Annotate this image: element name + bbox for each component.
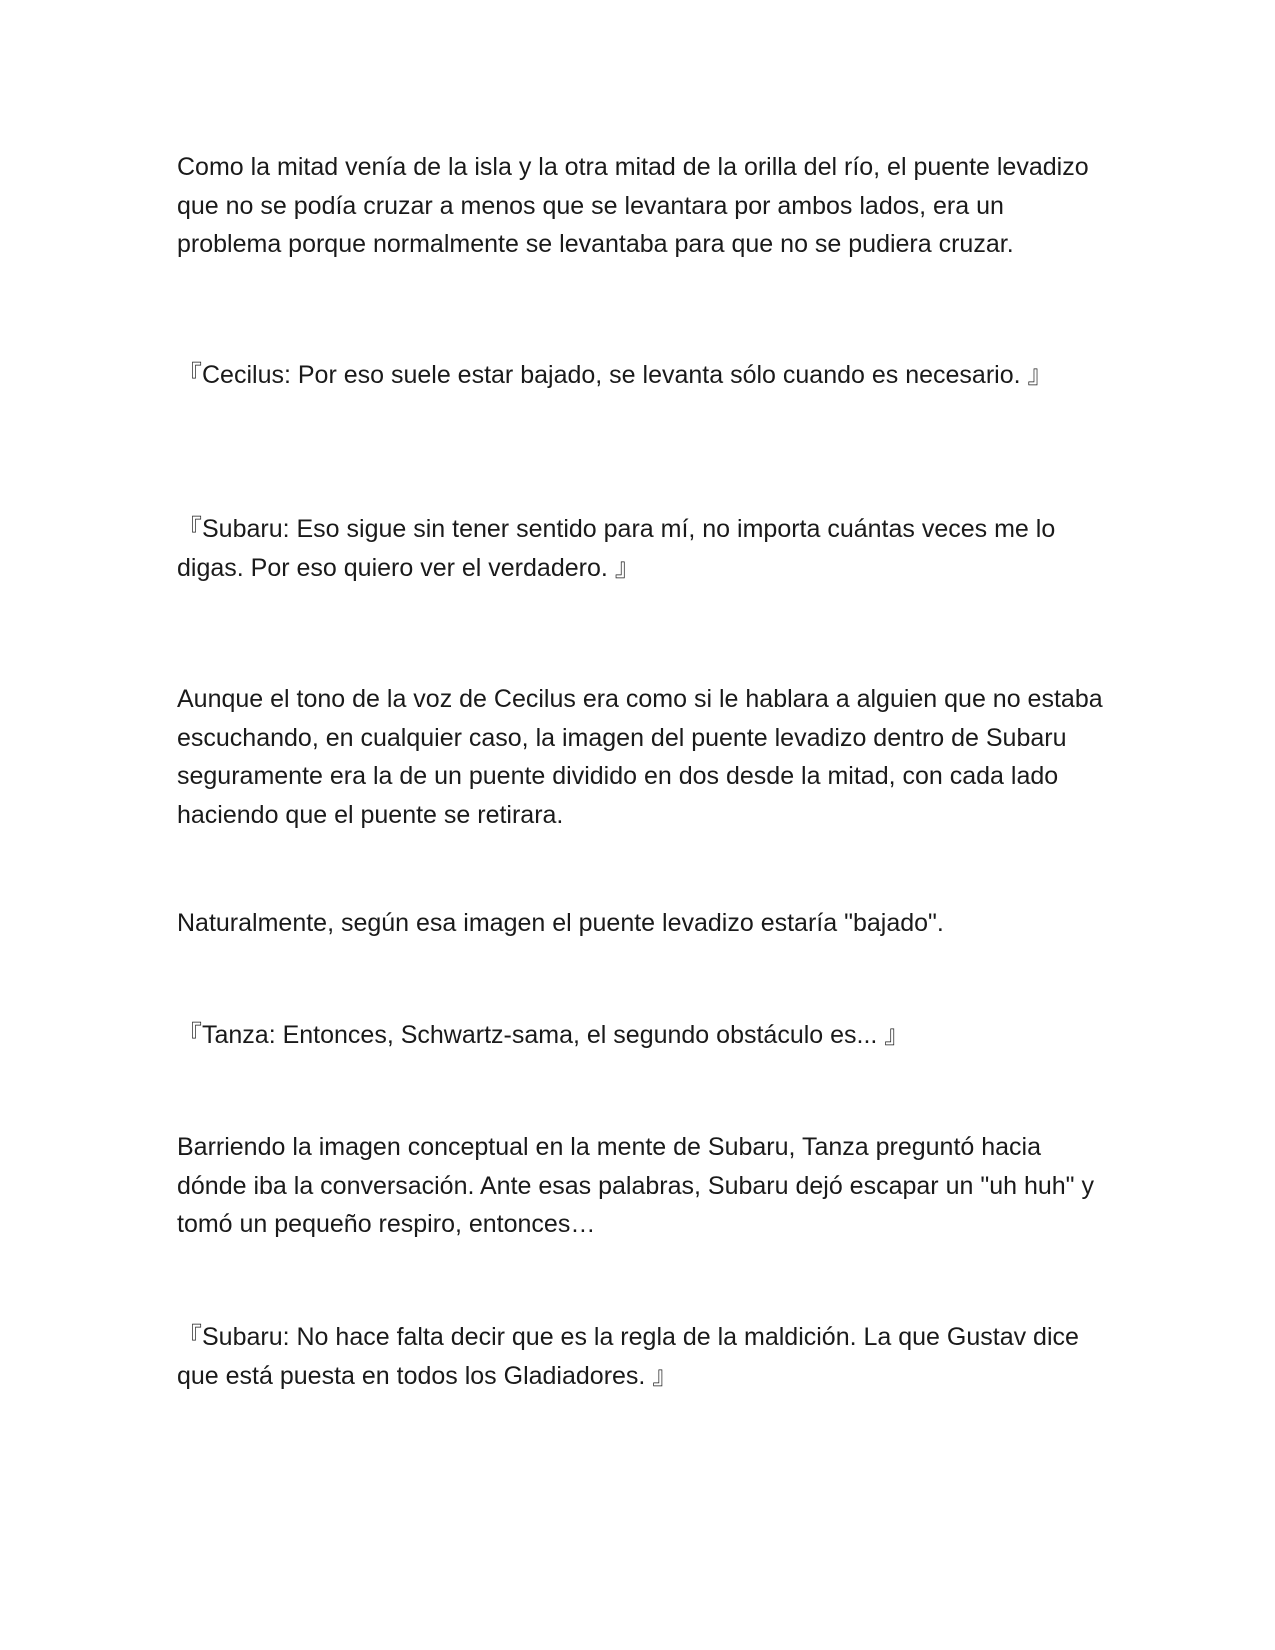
dialogue-line-subaru: 『Subaru: Eso sigue sin tener sentido para mí, no importa cuántas veces me lo digas. Por eso quiero ver el verdadero. 』 <box>177 515 1056 582</box>
dialogue-line-subaru: 『Subaru: No hace falta decir que es la regla de la maldición. La que Gustav dice que está puesta en todos los Gladiadores. 』 <box>177 1323 1079 1390</box>
dialogue-line-tanza: 『Tanza: Entonces, Schwartz-sama, el segundo obstáculo es... 』 <box>177 1021 910 1049</box>
narration-paragraph: Como la mitad venía de la isla y la otra mitad de la orilla del río, el puente levadizo que no se podía cruzar a menos que se levantara por ambos lados, era un problema porque normalmente se levantaba para que no se pudiera cruzar. <box>177 153 1089 258</box>
narration-paragraph: Naturalmente, según esa imagen el puente levadizo estaría "bajado". <box>177 909 944 937</box>
narration-paragraph: Barriendo la imagen conceptual en la mente de Subaru, Tanza preguntó hacia dónde iba la conversación. Ante esas palabras, Subaru dejó escapar un "uh huh" y tomó un pequeño respiro, entonces… <box>177 1133 1094 1238</box>
narration-paragraph: Aunque el tono de la voz de Cecilus era como si le hablara a alguien que no estaba escuchando, en cualquier caso, la imagen del puente levadizo dentro de Subaru seguramente era la de un puente dividido en dos desde la mitad, con cada lado haciendo que el puente se retirara. <box>177 685 1103 829</box>
dialogue-line-cecilus: 『Cecilus: Por eso suele estar bajado, se levanta sólo cuando es necesario. 』 <box>177 361 1053 389</box>
